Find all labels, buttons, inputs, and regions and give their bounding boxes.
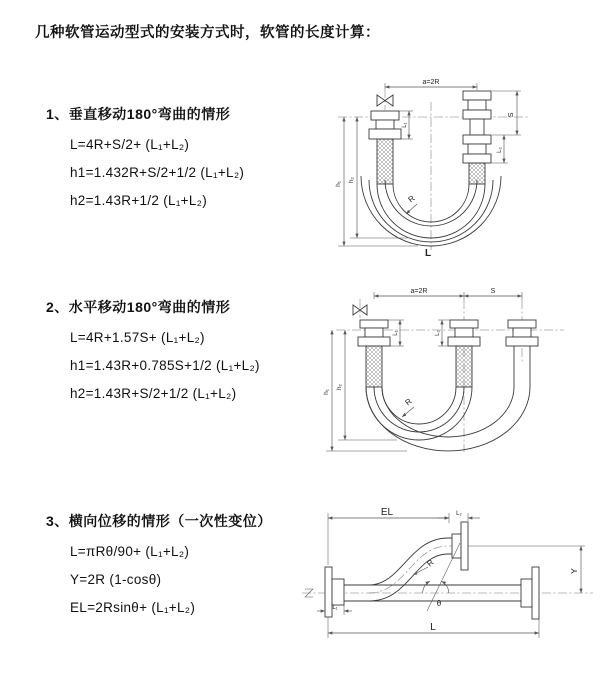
dim-label-h2: h₂ <box>348 176 355 184</box>
dim-label-h2: h₂ <box>336 383 343 391</box>
dim-label-l1: L₁ <box>402 122 408 128</box>
dim-el <box>328 507 449 565</box>
dim-label-s: S <box>506 112 515 118</box>
dim-label-l2: L₂ <box>497 147 503 153</box>
dim-l2 <box>437 511 480 521</box>
diagram-vertical-180-bend <box>310 74 592 259</box>
left-flange <box>369 111 401 139</box>
section-heading: 1、垂直移动180°弯曲的情形 <box>46 106 231 122</box>
dim-label-width: a=2R <box>422 79 440 86</box>
left-braided-hose <box>377 139 393 184</box>
formula-h2: h2=1.43R+1/2 (L₁+L₂) <box>70 193 208 208</box>
left-braided-hose <box>366 346 382 387</box>
section-horizontal-movement <box>46 297 316 401</box>
dim-label-s: S <box>490 288 496 295</box>
radius-label: R <box>425 557 436 569</box>
formula-el: EL=2Rsinθ+ (L₁+L₂) <box>70 600 196 615</box>
diagram-horizontal-180-bend <box>312 284 599 456</box>
formula-length: L=4R+S/2+ (L₁+L₂) <box>70 137 190 152</box>
formula-length: L=4R+1.57S+ (L₁+L₂) <box>70 330 205 345</box>
radius-callout <box>406 194 417 214</box>
dim-label-l1: L₁ <box>393 330 399 336</box>
dim-label-y: Y <box>569 568 579 574</box>
dim-label-h1: h₁ <box>335 181 342 187</box>
hose-bend-arcs <box>366 387 530 451</box>
formula-y: Y=2R (1-cosθ) <box>70 572 162 587</box>
middle-braided-hose <box>456 346 472 387</box>
dim-label-el: EL <box>380 507 394 518</box>
centerlines <box>302 546 593 593</box>
dim-label-h1: h₁ <box>323 389 330 395</box>
radius-label: R <box>406 193 417 205</box>
dim-width <box>385 79 477 90</box>
dim-label-l2: L₂ <box>435 330 441 336</box>
length-label: L <box>424 248 432 259</box>
formula-h1: h1=1.43R+0.785S+1/2 (L₁+L₂) <box>70 358 260 373</box>
radius-label: R <box>403 396 414 408</box>
dim-l <box>328 617 539 638</box>
dim-l1 <box>317 605 352 617</box>
dim-s <box>492 91 521 135</box>
right-flange-moved <box>463 91 491 119</box>
right-flange-moved <box>506 320 538 346</box>
section-heading: 2、水平移动180°弯曲的情形 <box>46 299 231 315</box>
left-flange <box>358 320 390 346</box>
section-lateral-displacement <box>46 511 316 615</box>
section-heading: 3、横向位移的情形（一次性变位） <box>46 513 272 529</box>
right-pipe <box>470 119 484 135</box>
dim-label-width: a=2R <box>410 288 428 295</box>
dim-label-l2: L₂ <box>456 511 462 517</box>
diagram-lateral-displacement <box>297 505 599 642</box>
dim-label-l: L <box>430 622 436 633</box>
section-vertical-movement <box>46 104 316 208</box>
page-title: 几种软管运动型式的安装方式时，软管的长度计算： <box>35 25 380 41</box>
formula-length: L=πRθ/90+ (L₁+L₂) <box>70 544 190 559</box>
dim-label-l1: L₁ <box>332 605 338 611</box>
middle-flange-original <box>448 320 480 346</box>
dim-s <box>464 288 522 296</box>
angle-label: θ <box>436 599 442 608</box>
right-flange-original <box>463 135 491 163</box>
formula-h1: h1=1.432R+S/2+1/2 (L₁+L₂) <box>70 165 245 180</box>
dim-width <box>374 288 522 300</box>
radius-callout <box>402 397 414 417</box>
formula-h2: h2=1.43R+S/2+1/2 (L₁+L₂) <box>70 386 237 401</box>
displaced-hose <box>369 522 468 601</box>
